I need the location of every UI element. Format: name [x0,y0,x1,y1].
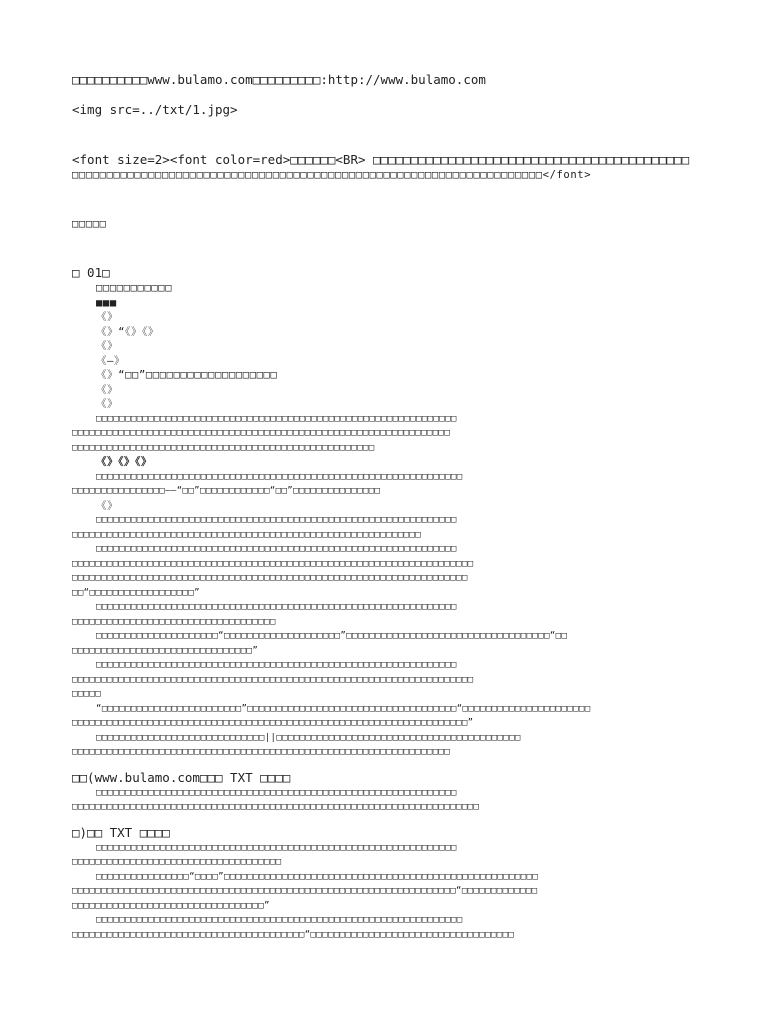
section2-heading: □□(www.bulamo.com□□□ TXT □□□□ [72,769,291,785]
paragraph-line: □□□□□□□□□□□□□□□□□□□□□□□□□□□□□□□” [72,645,259,656]
paragraph-line: □□□□□□□□□□□□□□□□□□□□□□□□□□□□□□□□□□□□□□□□□□□□□□□□□□□□□□□□□□□□□□ [96,515,457,525]
paragraph-line: □□□□□□□□□□□□□□□□□□□□□□□□□□□□□□□□□” [72,900,270,911]
paragraph-line: □□□□□□□□□□□□□□□□□□□□□□□□□□□□□□□□□□□□□□□□□□□□□□□□□□□□□□□□□□□□□□□□□ [72,747,451,757]
paragraph-line: □□□□□□□□□□□□□□□□□□□□□□□□□□□□□||□□□□□□□□□□□□□□□□□□□□□□□□□□□□□□□□□□□□□□□□□□ [96,732,521,743]
chapter-line: 《》 [96,383,119,396]
paragraph-line: □□□□□□□□□□□□□□□□□□□□□□□□□□□□□□□□□□□□□□□□□□□□□□□□□□□□□□□□□□□□□□□ [96,915,463,925]
site-line: □□□□□□□□□□www.bulamo.com□□□□□□□□□:http://www.bulamo.com [72,72,486,87]
paragraph-line: □□□□□□□□□□□□□□□□□□□□□□□□□□□□□□□□□□□□□□□□□□□□□□□□□□□□□□□□□□□□□□□□□ [72,428,451,438]
chapter-line: 《》 [96,398,119,410]
paragraph-line: □□□□□□□□□□□□□□□□□□□□□□□□□□□□□□□□□□□□□□□□□□□□□□□□□□□□□□□□□□□□□□□□□□□□□ [72,674,474,685]
section3-heading: □)□□ TXT □□□□ [72,824,170,840]
font-tag-line-1: <font size=2><font color=red>□□□□□□<BR> □□□□□□□□□□□□□□□□□□□□□□□□□□□□□□□□□□□□□□□□□□ [72,152,690,167]
paragraph-line: □□□□□□□□□□□□□□□□□□□□□□□□□□□□□□□□□□□□□□□□□□□□□□□□□□□□ [72,442,375,453]
paragraph-line: “□□□□□□□□□□□□□□□□□□□□□□□□”□□□□□□□□□□□□□□□□□□□□□□□□□□□□□□□□□□□□“□□□□□□□□□□□□□□□□□□□□□□ [96,703,591,714]
paragraph-line: □□□□□□□□□□□□□□□□□□□□□□□□□□□□□□□□□□□□□□□□□□□□□□□□□□□□□□□□□□□□□□□□□□□□ [72,573,468,583]
font-tag-line-2: □□□□□□□□□□□□□□□□□□□□□□□□□□□□□□□□□□□□□□□□□□□□□□□□□□□□□□□□□□□□□□□□□□□□</font> [72,169,592,181]
chapter-line: ■■■ [96,296,117,309]
mark-line: 《》《》《》 [96,456,153,468]
paragraph-line: □□□□□□□□□□□□□□□□□□□□□□□□□□□□□□□□□□□□□□□□□□□□□□□□□□□□□□□□□□□□□□□□□□□□□ [72,558,474,569]
paragraph-line: □□□□□□□□□□□□□□□□□□□□□“□□□□□□□□□□□□□□□□□□□□”□□□□□□□□□□□□□□□□□□□□□□□□□□□□□□□□□□□“□□ [96,631,568,641]
paragraph-line: □□□□□□□□□□□□□□□□□□□□□□□□□□□□□□□□□□□□□□□□□□□□□□□□□□□□□□□□□□□□□□□ [96,471,463,482]
paragraph-line: □□“□□□□□□□□□□□□□□□□□□” [72,587,201,598]
paragraph-line: □□□□□□□□□□□□□□□□□□□□□□□□□□□□□□□□□□□□□□□□“□□□□□□□□□□□□□□□□□□□□□□□□□□□□□□□□□□□ [72,929,515,940]
paragraph-line: □□□□□□□□□□□□□□□□□□□□□□□□□□□□□□□□□□□□□□□□□□□□□□□□□□□□□□□□□□□□□□ [96,842,457,853]
chapter-line: 《》“□□”□□□□□□□□□□□□□□□□□□□ [96,369,278,381]
paragraph-line: □□□□□□□□□□□□□□□□“□□□□”□□□□□□□□□□□□□□□□□□□□□□□□□□□□□□□□□□□□□□□□□□□□□□□□□□□□□□ [96,871,539,882]
img-tag-line: <img src=../txt/1.jpg> [72,102,238,117]
chapter-line: 《—》 [96,354,126,367]
chapter-line: 《》 [96,340,119,352]
paragraph-line: □□□□□ [72,689,102,699]
paragraph-line: □□□□□□□□□□□□□□□□□□□□□□□□□□□□□□□□□□□ [72,616,276,627]
paragraph-line: □□□□□□□□□□□□□□□□□□□□□□□□□□□□□□□□□□□□□□□□□□□□□□□□□□□□□□□□□□□□□□ [96,602,457,612]
chapter-line: 《》 [96,311,119,323]
paragraph-line: □□□□□□□□□□□□□□□□□□□□□□□□□□□□□□□□□□□□□□□□□□□□□□□□□□□□□□□□□□□□□□ [96,660,457,670]
paragraph-line: □□□□□□□□□□□□□□□□——“□□”□□□□□□□□□□□□“□□”□□□□□□□□□□□□□□□ [72,486,381,496]
section-label: □□□□□ [72,217,107,230]
chapter-line: 《》“《》《》 [96,325,160,338]
paragraph-line: □□□□□□□□□□□□□□□□□□□□□□□□□□□□□□□□□□□□□□□□□□□□□□□□□□□□□□□□□□□□□□ [96,413,457,424]
document-page [72,72,712,942]
chapter-line: □□□□□□□□□□□ [96,282,173,294]
paragraph-line: □□□□□□□□□□□□□□□□□□□□□□□□□□□□□□□□□□□□□□□□□□□□□□□□□□□□□□□□□□□□□□□□□□□□” [72,718,474,728]
paragraph-line: □□□□□□□□□□□□□□□□□□□□□□□□□□□□□□□□□□□□ [72,857,282,867]
chapter-heading: □ 01□ [72,265,110,280]
paragraph-line: □□□□□□□□□□□□□□□□□□□□□□□□□□□□□□□□□□□□□□□□□□□□□□□□□□□□□□□□□□□□ [72,529,422,540]
paragraph-line: □□□□□□□□□□□□□□□□□□□□□□□□□□□□□□□□□□□□□□□□□□□□□□□□□□□□□□□□□□□□□□ [96,787,457,798]
paragraph-line: □□□□□□□□□□□□□□□□□□□□□□□□□□□□□□□□□□□□□□□□□□□□□□□□□□□□□□□□□□□□□□ [96,544,457,554]
paragraph-line: □□□□□□□□□□□□□□□□□□□□□□□□□□□□□□□□□□□□□□□□□□□□□□□□□□□□□□□□□□□□□□□□□□“□□□□□□□□□□□□□ [72,886,538,896]
mark-line: 《》 [96,499,119,512]
paragraph-line: □□□□□□□□□□□□□□□□□□□□□□□□□□□□□□□□□□□□□□□□□□□□□□□□□□□□□□□□□□□□□□□□□□□□□□ [72,802,480,812]
